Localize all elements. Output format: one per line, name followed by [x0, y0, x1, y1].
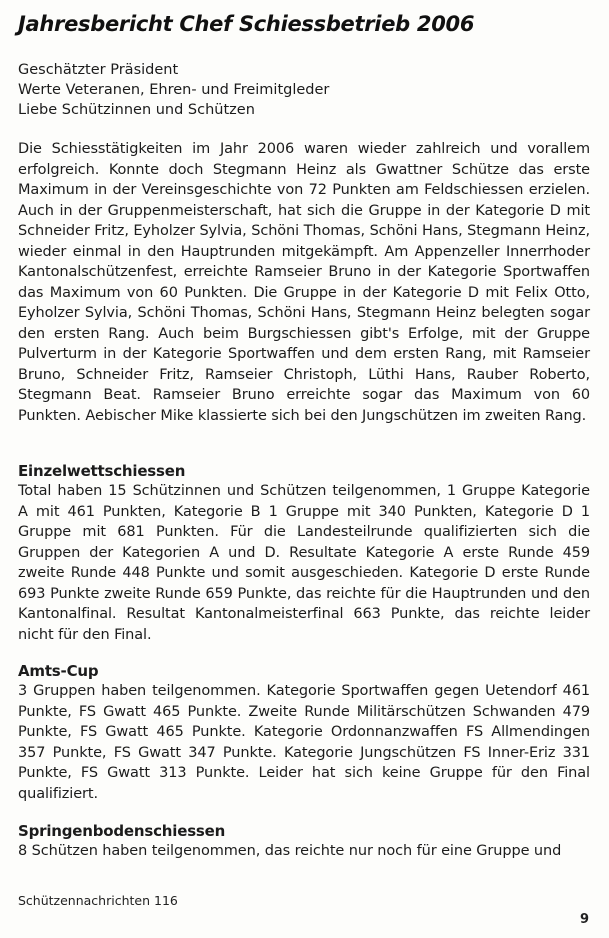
page-number: 9: [579, 912, 589, 927]
salutation-line: Liebe Schützinnen und Schützen: [18, 102, 255, 118]
section-heading-springenbodenschiessen: Springenbodenschiessen: [18, 822, 226, 840]
section-text-amts-cup: 3 Gruppen haben teilgenommen. Kategorie Sportwaffen gegen Uetendorf 461 Punkte, FS Gwatt 465 Punkte. Zweite Runde Militärschützen Schwanden 479 Punkte, FS Gwatt 465 Punkte. Kategorie Ordonnanzwaffen FS Allmendingen 357 Punkte, FS Gwatt 347 Punkte. Kategorie Jungschützen FS Inner-Eriz 331 Punkte, FS Gwatt 313 Punkte. Leider hat sich keine Gruppe für den Final qualifiziert.: [18, 683, 590, 802]
section-heading-einzelwettschiessen: Einzelwettschiessen: [18, 462, 186, 480]
intro-paragraph: Die Schiesstätigkeiten im Jahr 2006 waren wieder zahlreich und vorallem erfolgreich. Konnte doch Stegmann Heinz als Gwattner Schütze das erste Maximum in der Vereinsgeschichte von 72 Punkten am Feldschiessen erzielen. Auch in der Gruppenmeisterschaft, hat sich die Gruppe in der Kategorie D mit Schneider Fritz, Eyholzer Sylvia, Schöni Thomas, Schöni Hans, Stegmann Heinz, wieder einmal in den Hauptrunden mitgekämpft. Am Appenzeller Innerrhoder Kantonalschützenfest, erreichte Ramseier Bruno in der Kategorie Sportwaffen das Maximum von 60 Punkten. Die Gruppe in der Kategorie D mit Felix Otto, Eyholzer Sylvia, Schöni Thomas, Schöni Hans, Stegmann Heinz belegten sogar den ersten Rang. Auch beim Burgschiessen gibt's Erfolge, mit der Gruppe Pulverturm in der Kategorie Sportwaffen und dem ersten Rang, mit Ramseier Bruno, Schneider Fritz, Ramseier Christoph, Lüthi Hans, Rauber Roberto, Stegmann Beat. Ramseier Bruno erreichte sogar das Maximum von 60 Punkten. Aebischer Mike klassierte sich bei den Jungschützen im zweiten Rang.: [18, 141, 590, 424]
salutation-line: Geschätzter Präsident: [18, 62, 179, 78]
publication-name: Schützennachrichten 116: [18, 893, 178, 908]
report-title: Jahresbericht Chef Schiessbetrieb 2006: [18, 12, 475, 36]
salutation: [18, 60, 329, 120]
salutation-line: Werte Veteranen, Ehren- und Freimitgleder: [18, 82, 330, 98]
section-heading-amts-cup: Amts-Cup: [18, 662, 99, 680]
section-text-springenbodenschiessen: 8 Schützen haben teilgenommen, das reichte nur noch für eine Gruppe und: [18, 843, 562, 859]
section-text-einzelwettschiessen: Total haben 15 Schützinnen und Schützen teilgenommen, 1 Gruppe Kategorie A mit 461 Punkten, Kategorie B 1 Gruppe mit 340 Punkten, Kategorie D 1 Gruppe mit 681 Punkten. Für die Landesteilrunde qualifizierten sich die Gruppen der Kategorien A und D. Resultate Kategorie A erste Runde 459 zweite Runde 448 Punkte und somit ausgeschieden. Kategorie D erste Runde 693 Punkte zweite Runde 659 Punkte, das reichte für die Hauptrunden und den Kantonalfinal. Resultat Kantonalmeisterfinal 663 Punkte, das reichte leider nicht für den Final.: [18, 483, 590, 643]
